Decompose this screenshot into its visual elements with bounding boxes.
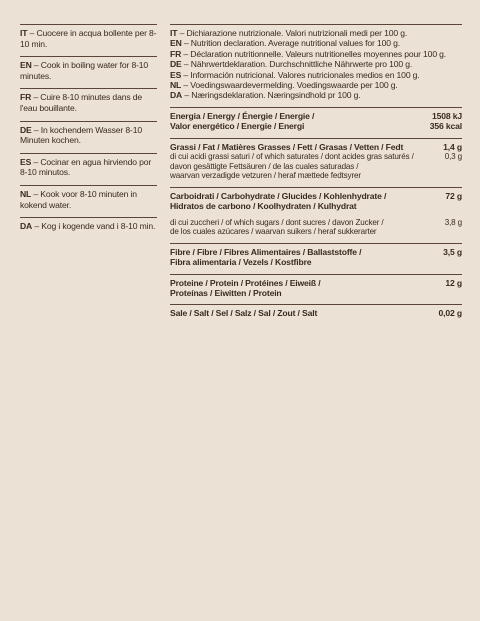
- cooking-de: DE – In kochendem Wasser 8-10 Minuten kochen.: [20, 121, 157, 153]
- salt-label: Sale / Salt / Sel / Salz / Sal / Zout / Salt: [170, 308, 318, 319]
- cooking-text: In kochendem Wasser 8-10 Minuten kochen.: [20, 124, 142, 146]
- declaration-intro: [170, 24, 462, 107]
- carbohydrate-label: Carboidrati / Carbohydrate / Glucides / Kohlenhydrate / Hidratos de carbono / Koolhydraten / Kulhydrat: [170, 190, 387, 212]
- lang-code: NL: [20, 188, 32, 199]
- energy-row: [170, 107, 462, 138]
- carbohydrate-row: [170, 187, 462, 243]
- nutrition-declaration: [170, 24, 462, 325]
- cooking-text: Cocinar en agua hirviendo por 8-10 minutos.: [20, 156, 152, 178]
- saturates-value: 0,3 g: [444, 152, 462, 162]
- saturates-label: di cui acidi grassi saturi / of which saturates / dont acides gras saturés / davon gesättigte Fettsäuren / de las cuales saturadas / waarvan verzadigde vetzuren / heraf mættede fedtsyrer: [170, 152, 414, 181]
- cooking-nl: NL – Kook voor 8-10 minuten in kokend water.: [20, 185, 157, 217]
- salt-value: 0,02 g: [438, 308, 462, 319]
- declaration-de: DE – Nährwertdeklaration. Durchschnittliche Nährwerte pro 100 g.: [170, 59, 413, 70]
- lang-code: FR: [20, 92, 32, 103]
- sugars-value: 3,8 g: [444, 217, 462, 227]
- cooking-en: EN – Cook in boiling water for 8-10 minutes.: [20, 56, 157, 88]
- fat-row: [170, 138, 462, 187]
- declaration-da: DA – Næringsdeklaration. Næringsindhold pr 100 g.: [170, 90, 361, 101]
- cooking-text: Kook voor 8-10 minuten in kokend water.: [20, 188, 137, 210]
- cooking-it: IT – Cuocere in acqua bollente per 8-10 min.: [20, 24, 157, 56]
- declaration-fr: FR – Déclaration nutritionnelle. Valeurs nutritionelles moyennes pour 100 g.: [170, 48, 447, 59]
- fibre-label: Fibre / Fibre / Fibres Alimentaires / Ballaststoffe / Fibra alimentaria / Vezels / Kostfibre: [170, 246, 362, 268]
- cooking-es: ES – Cocinar en agua hirviendo por 8-10 minutos.: [20, 153, 157, 185]
- energy-kj-value: 1508 kJ: [431, 110, 462, 121]
- energy-label-2: Valor energético / Energie / Energi: [170, 121, 305, 132]
- cooking-da: DA – Kog i kogende vand i 8-10 min.: [20, 217, 157, 239]
- protein-row: [170, 274, 462, 305]
- cooking-fr: FR – Cuire 8-10 minutes dans de l'eau bouillante.: [20, 88, 157, 120]
- fibre-value: 3,5 g: [443, 246, 462, 257]
- declaration-en: EN – Nutrition declaration. Average nutritional values for 100 g.: [170, 38, 400, 49]
- fat-value: 1,4 g: [443, 141, 462, 152]
- salt-row: [170, 304, 462, 324]
- fat-label: Grassi / Fat / Matières Grasses / Fett / Grasas / Vetten / Fedt: [170, 141, 404, 152]
- energy-kcal-value: 356 kcal: [429, 121, 462, 132]
- cooking-instructions: [20, 24, 157, 239]
- lang-code: DA: [20, 221, 33, 232]
- protein-label: Proteine / Protein / Protéines / Eiweiß / Proteínas / Eiwitten / Protein: [170, 277, 321, 299]
- cooking-text: Kog i kogende vand i 8-10 min.: [41, 221, 156, 232]
- declaration-it: IT – Dichiarazione nutrizionale. Valori nutrizionali medi per 100 g.: [170, 28, 408, 38]
- cooking-text: Cook in boiling water for 8-10 minutes.: [20, 60, 149, 81]
- lang-code: EN: [20, 60, 32, 71]
- declaration-es: ES – Información nutricional. Valores nutricionales medios en 100 g.: [170, 69, 420, 80]
- sugars-label: di cui zuccheri / of which sugars / dont sucres / davon Zucker / de los cuales azúcares / waarvan suikers / heraf sukkerarter: [170, 217, 384, 237]
- energy-label: Energia / Energy / Énergie / Energie /: [170, 110, 315, 121]
- lang-code: IT: [20, 28, 28, 38]
- cooking-text: Cuocere in acqua bollente per 8-10 min.: [20, 28, 157, 49]
- lang-code: DE: [20, 124, 32, 135]
- carbohydrate-value: 72 g: [445, 190, 462, 201]
- declaration-nl: NL – Voedingswaardevermelding. Voedingswaarde per 100 g.: [170, 80, 398, 91]
- protein-value: 12 g: [445, 277, 462, 288]
- fibre-row: [170, 243, 462, 274]
- lang-code: ES: [20, 156, 32, 167]
- cooking-text: Cuire 8-10 minutes dans de l'eau bouillante.: [20, 92, 142, 113]
